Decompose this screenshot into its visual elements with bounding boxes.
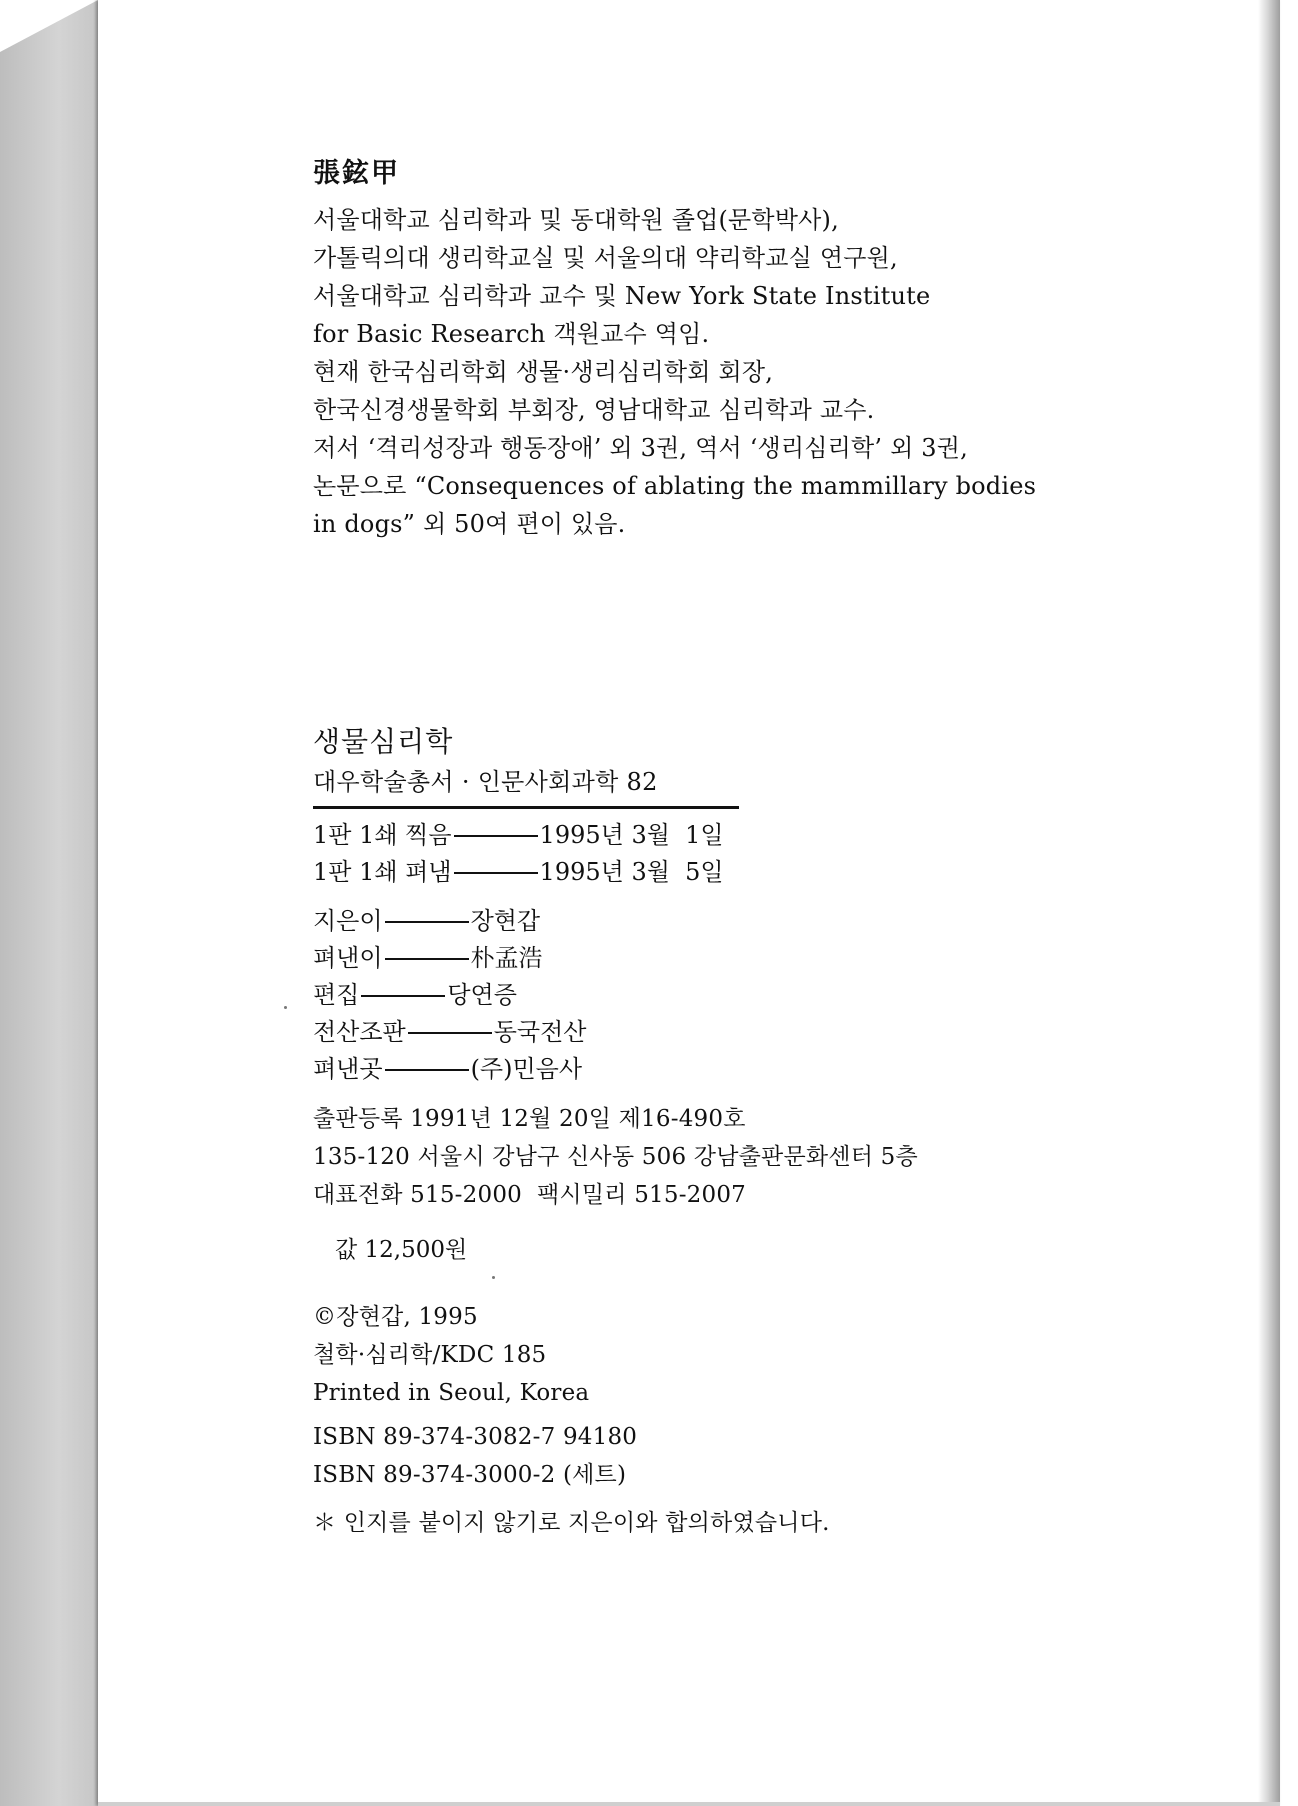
credit-label: 펴낸이	[313, 944, 383, 972]
leader-dash	[385, 958, 469, 960]
author-bio	[313, 156, 1073, 543]
credit-row	[313, 903, 1073, 940]
colophon	[313, 722, 1073, 1542]
bio-line: 한국신경생물학회 부회장, 영남대학교 심리학과 교수.	[313, 396, 875, 424]
printing-label: 1판 1쇄 찍음	[313, 821, 452, 849]
author-name: 張鉉甲	[313, 158, 400, 189]
printing-date: 1995년 3월 5일	[539, 858, 724, 886]
printing-date: 1995년 3월 1일	[539, 821, 724, 849]
address-line: 135-120 서울시 강남구 신사동 506 강남출판문화센터 5층	[313, 1144, 918, 1170]
title-rule	[313, 806, 739, 809]
isbn-line: ISBN 89-374-3082-7 94180	[313, 1424, 638, 1450]
leader-dash	[454, 835, 538, 837]
bio-line: 현재 한국심리학회 생물·생리심리학회 회장,	[313, 358, 774, 386]
print-speck	[284, 1006, 287, 1009]
printing-row	[313, 817, 1073, 854]
printing-row	[313, 854, 1073, 891]
bio-line: 서울대학교 심리학과 및 동대학원 졸업(문학박사),	[313, 206, 839, 234]
spine-corner	[0, 0, 98, 52]
credit-label: 전산조판	[313, 1018, 406, 1046]
bio-line: 서울대학교 심리학과 교수 및 New York State Institute	[313, 282, 931, 310]
credit-row	[313, 1051, 1073, 1088]
credit-value: 동국전산	[493, 1018, 587, 1046]
classification-line: 철학·심리학/KDC 185	[313, 1342, 547, 1368]
leader-dash	[408, 1032, 492, 1034]
credit-value: 당연증	[447, 981, 517, 1009]
page-bottom-edge	[98, 1802, 1280, 1806]
bio-line: 저서 ‘격리성장과 행동장애’ 외 3권, 역서 ‘생리심리학’ 외 3권,	[313, 434, 968, 462]
book-title: 생물심리학	[313, 725, 454, 758]
registration-line: 출판등록 1991년 12월 20일 제16-490호	[313, 1106, 746, 1132]
leader-dash	[385, 921, 469, 923]
copyright-line: ©장현갑, 1995	[313, 1304, 478, 1330]
credit-value: 장현갑	[470, 907, 541, 935]
credit-label: 편집	[313, 981, 360, 1009]
bio-line: in dogs” 외 50여 편이 있음.	[313, 510, 626, 538]
credit-row	[313, 1014, 1073, 1051]
bio-line: 논문으로 “Consequences of ablating the mammillary bodies	[313, 472, 1037, 500]
leader-dash	[361, 995, 445, 997]
credit-label: 펴낸곳	[313, 1055, 383, 1083]
series-name: 대우학술총서 · 인문사회과학 82	[313, 768, 658, 796]
print-speck	[492, 1276, 495, 1279]
bio-line: 가톨릭의대 생리학교실 및 서울의대 약리학교실 연구원,	[313, 244, 898, 272]
printed-line: Printed in Seoul, Korea	[313, 1380, 590, 1406]
credit-value: (주)민음사	[470, 1055, 583, 1083]
price-line: 값 12,500원	[335, 1237, 468, 1263]
credit-row	[313, 940, 1073, 977]
leader-dash	[454, 872, 538, 874]
bio-line: for Basic Research 객원교수 역임.	[313, 320, 710, 348]
note-line: ＊ 인지를 붙이지 않기로 지은이와 합의하였습니다.	[313, 1510, 830, 1536]
printing-label: 1판 1쇄 펴냄	[313, 858, 452, 886]
book-spine	[0, 0, 98, 1806]
phone-line: 대표전화 515-2000 팩시밀리 515-2007	[313, 1182, 746, 1208]
credit-row	[313, 977, 1073, 1014]
credit-label: 지은이	[313, 907, 383, 935]
credit-value: 朴孟浩	[470, 944, 543, 972]
leader-dash	[385, 1069, 469, 1071]
page-edge-shadow	[1258, 0, 1280, 1806]
isbn-line: ISBN 89-374-3000-2 (세트)	[313, 1462, 627, 1488]
